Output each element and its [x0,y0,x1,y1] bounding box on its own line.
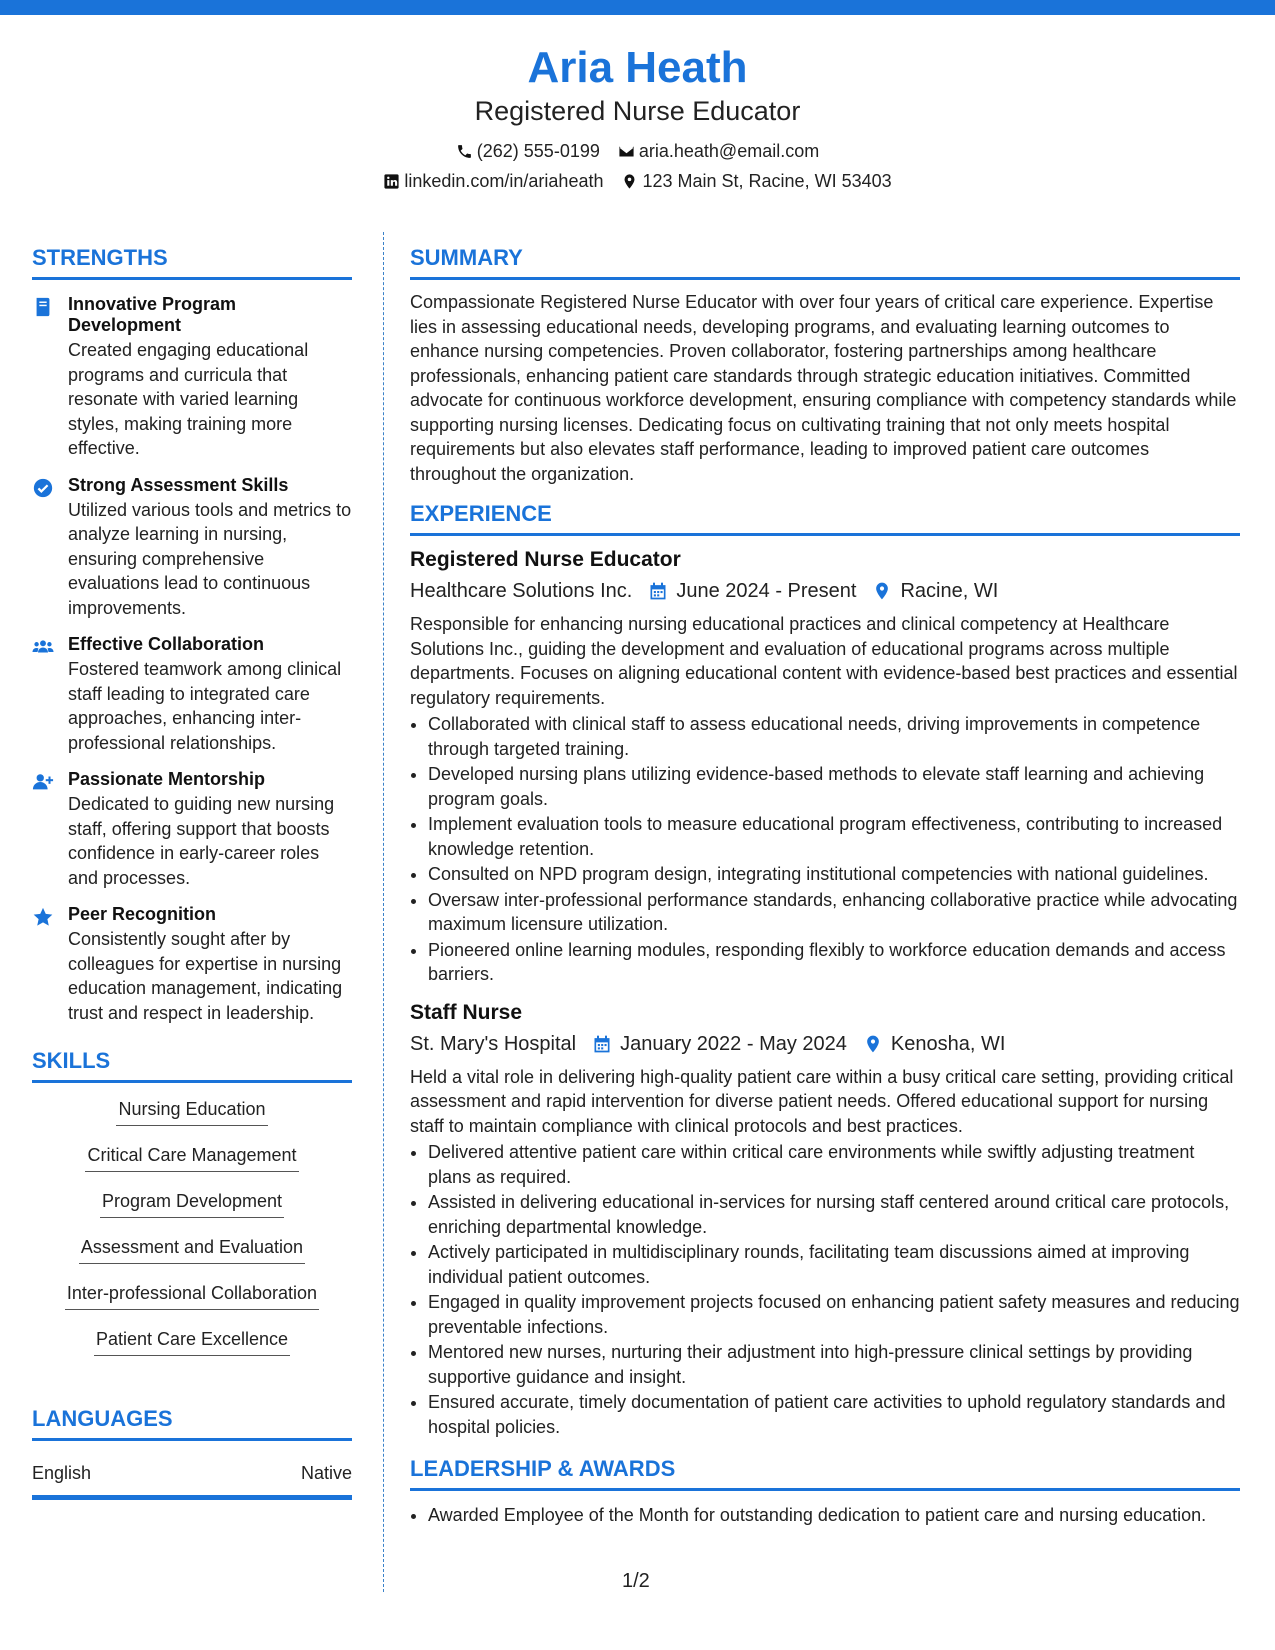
strengths-list [32,294,352,1025]
job-bullet: • Ensured accurate, timely documentation of patient care activities to uphold regulatory standards and hospital policies. [428,1390,1240,1439]
job-title: Registered Nurse Educator [410,548,681,571]
address-text: 123 Main St, Racine, WI 53403 [642,171,892,191]
candidate-name: Aria Heath [527,43,748,92]
strength-desc: Dedicated to guiding new nursing staff, offering support that boosts confidence in early-career roles and processes. [68,794,335,888]
job-bullet: • Developed nursing plans utilizing evidence-based methods to elevate staff learning and achieving program goals. [428,762,1240,811]
experience-section [410,500,1240,1439]
job-bullet: • Delivered attentive patient care within critical care environments while swiftly adjusting treatment plans as required. [428,1140,1240,1189]
job-bullet: • Implement evaluation tools to measure educational program effectiveness, contributing to increased knowledge retention. [428,812,1240,861]
job-dates-text: June 2024 - Present [676,580,857,602]
contact-row-1 [0,136,1275,166]
strength-desc: Fostered teamwork among clinical staff leading to integrated care approaches, enhancing inter-professional relationships. [68,659,342,753]
strength-name: Peer Recognition [68,904,217,924]
resume-header [0,42,1275,196]
job-description: Responsible for enhancing nursing educational practices and clinical competency at Healthcare Solutions Inc., guiding the development and evaluation of educational programs across multiple departments. Focuses on aligning educational content with evidence-based best practices and essential regulatory requirements. [410,614,1238,708]
job-bullet: • Engaged in quality improvement projects focused on enhancing patient safety measures and reducing preventable infections. [428,1290,1240,1339]
skill-item: Patient Care Excellence [94,1325,290,1356]
strength-item [32,475,352,621]
job-meta [410,1029,1240,1059]
languages-section [32,1405,352,1500]
linkedin-text: linkedin.com/in/ariaheath [404,171,604,191]
phone-text: (262) 555-0199 [476,141,600,161]
contact-row-2 [0,166,1275,196]
job-company: St. Mary's Hospital [410,1032,577,1055]
map-pin-icon [872,581,892,601]
candidate-title: Registered Nurse Educator [474,96,801,126]
linkedin-icon [383,173,400,190]
users-icon [32,636,54,658]
leadership-section [410,1455,1240,1528]
book-icon [32,296,54,318]
job-dates [648,576,856,606]
leadership-heading: LEADERSHIP & AWARDS [410,1455,1240,1491]
linkedin-contact[interactable] [383,166,603,196]
column-divider [383,232,384,1592]
check-circle-icon [32,477,54,499]
envelope-icon [618,143,635,160]
job-meta [410,576,1240,606]
strength-desc: Created engaging educational programs and curricula that resonate with varied learning styles, making training more effective. [68,340,309,458]
summary-heading: SUMMARY [410,244,1240,280]
job-entry [410,546,1240,987]
strength-name: Passionate Mentorship [68,769,266,789]
leadership-bullet: • Awarded Employee of the Month for outstanding dedication to patient care and nursing education. [428,1503,1240,1528]
skill-item: Program Development [100,1187,284,1218]
job-company: Healthcare Solutions Inc. [410,580,633,602]
job-bullets [410,712,1240,987]
language-level: Native [300,1463,352,1483]
skill-item: Assessment and Evaluation [79,1233,305,1264]
strength-desc: Consistently sought after by colleagues for expertise in nursing education management, indicating trust and respect in leadership. [68,929,343,1023]
phone-contact[interactable] [456,136,600,166]
top-accent-bar [0,0,1275,15]
job-location [863,1029,1006,1059]
leadership-bullets [410,1503,1240,1528]
strength-item [32,634,352,755]
strength-name: Innovative Program Development [68,294,237,335]
strength-item [32,904,352,1025]
job-bullet: • Pioneered online learning modules, responding flexibly to workforce education demands and access barriers. [428,938,1240,987]
strength-item [32,294,352,461]
calendar-icon [592,1034,612,1054]
skill-item: Nursing Education [116,1095,267,1126]
email-text: aria.heath@email.com [638,141,820,161]
main-content [410,244,1240,1529]
job-bullet: • Assisted in delivering educational in-services for nursing staff centered around critical care protocols, enriching departmental knowledge. [428,1190,1240,1239]
strength-desc: Utilized various tools and metrics to analyze learning in nursing, ensuring comprehensive evaluations lead to continuous improvements. [68,499,352,618]
job-description: Held a vital role in delivering high-quality patient care within a busy critical care setting, providing critical assessment and rapid intervention for diverse patient needs. Offered educational support for nursing staff to maintain compliance with clinical protocols and best practices. [410,1066,1234,1136]
job-bullet: • Collaborated with clinical staff to assess educational needs, driving improvements in competence through targeted training. [428,712,1240,761]
calendar-icon [648,581,668,601]
strength-name: Strong Assessment Skills [68,474,289,495]
job-entry [410,999,1240,1440]
strength-name: Effective Collaboration [68,634,265,654]
language-name: English [32,1463,92,1483]
address-contact [621,166,891,196]
job-dates [592,1029,847,1059]
job-location-text: Kenosha, WI [890,1032,1006,1055]
job-bullets [410,1140,1240,1439]
phone-icon [456,143,473,160]
star-icon [32,906,54,928]
skill-item: Inter-professional Collaboration [65,1279,319,1310]
skills-heading: SKILLS [32,1047,352,1083]
languages-heading: LANGUAGES [32,1405,352,1441]
job-location-text: Racine, WI [900,580,999,602]
job-title: Staff Nurse [410,1000,523,1024]
map-pin-icon [863,1034,883,1054]
job-dates-text: January 2022 - May 2024 [620,1032,847,1055]
job-location [872,576,998,606]
language-row [32,1461,352,1500]
job-bullet: • Mentored new nurses, nurturing their adjustment into high-pressure clinical settings by providing supportive guidance and insight. [428,1340,1240,1389]
map-pin-icon [621,173,638,190]
job-bullet: • Consulted on NPD program design, integrating institutional competencies with national guidelines. [428,862,1240,887]
summary-text: Compassionate Registered Nurse Educator with over four years of critical care experience. Expertise lies in assessing educational needs, developing programs, and evaluating learning outcomes to enhance nursing competencies. Proven collaborator, fostering partnerships among healthcare professionals, enhancing patient care standards through strategic education initiatives. Committed advocate for continuous workforce development, ensuring compliance with competency standards while supporting nursing licenses. Dedicating focus on cultivating training that not only meets hospital requirements but also elevates staff performance, leading to improved patient care outcomes throughout the organization. [410,292,1237,484]
experience-heading: EXPERIENCE [410,500,1240,536]
skills-list [32,1095,352,1371]
strength-item [32,769,352,890]
user-plus-icon [32,771,54,793]
strengths-heading: STRENGTHS [32,244,352,280]
sidebar [32,244,352,1500]
job-bullet: • Actively participated in multidisciplinary rounds, facilitating team discussions aimed at improving individual patient outcomes. [428,1240,1240,1289]
page-number: 1/2 [622,1570,650,1592]
job-bullet: • Oversaw inter-professional performance standards, enhancing collaborative practice while advocating maximum licensure utilization. [428,888,1240,937]
skill-item: Critical Care Management [85,1141,298,1172]
email-contact[interactable] [618,136,819,166]
